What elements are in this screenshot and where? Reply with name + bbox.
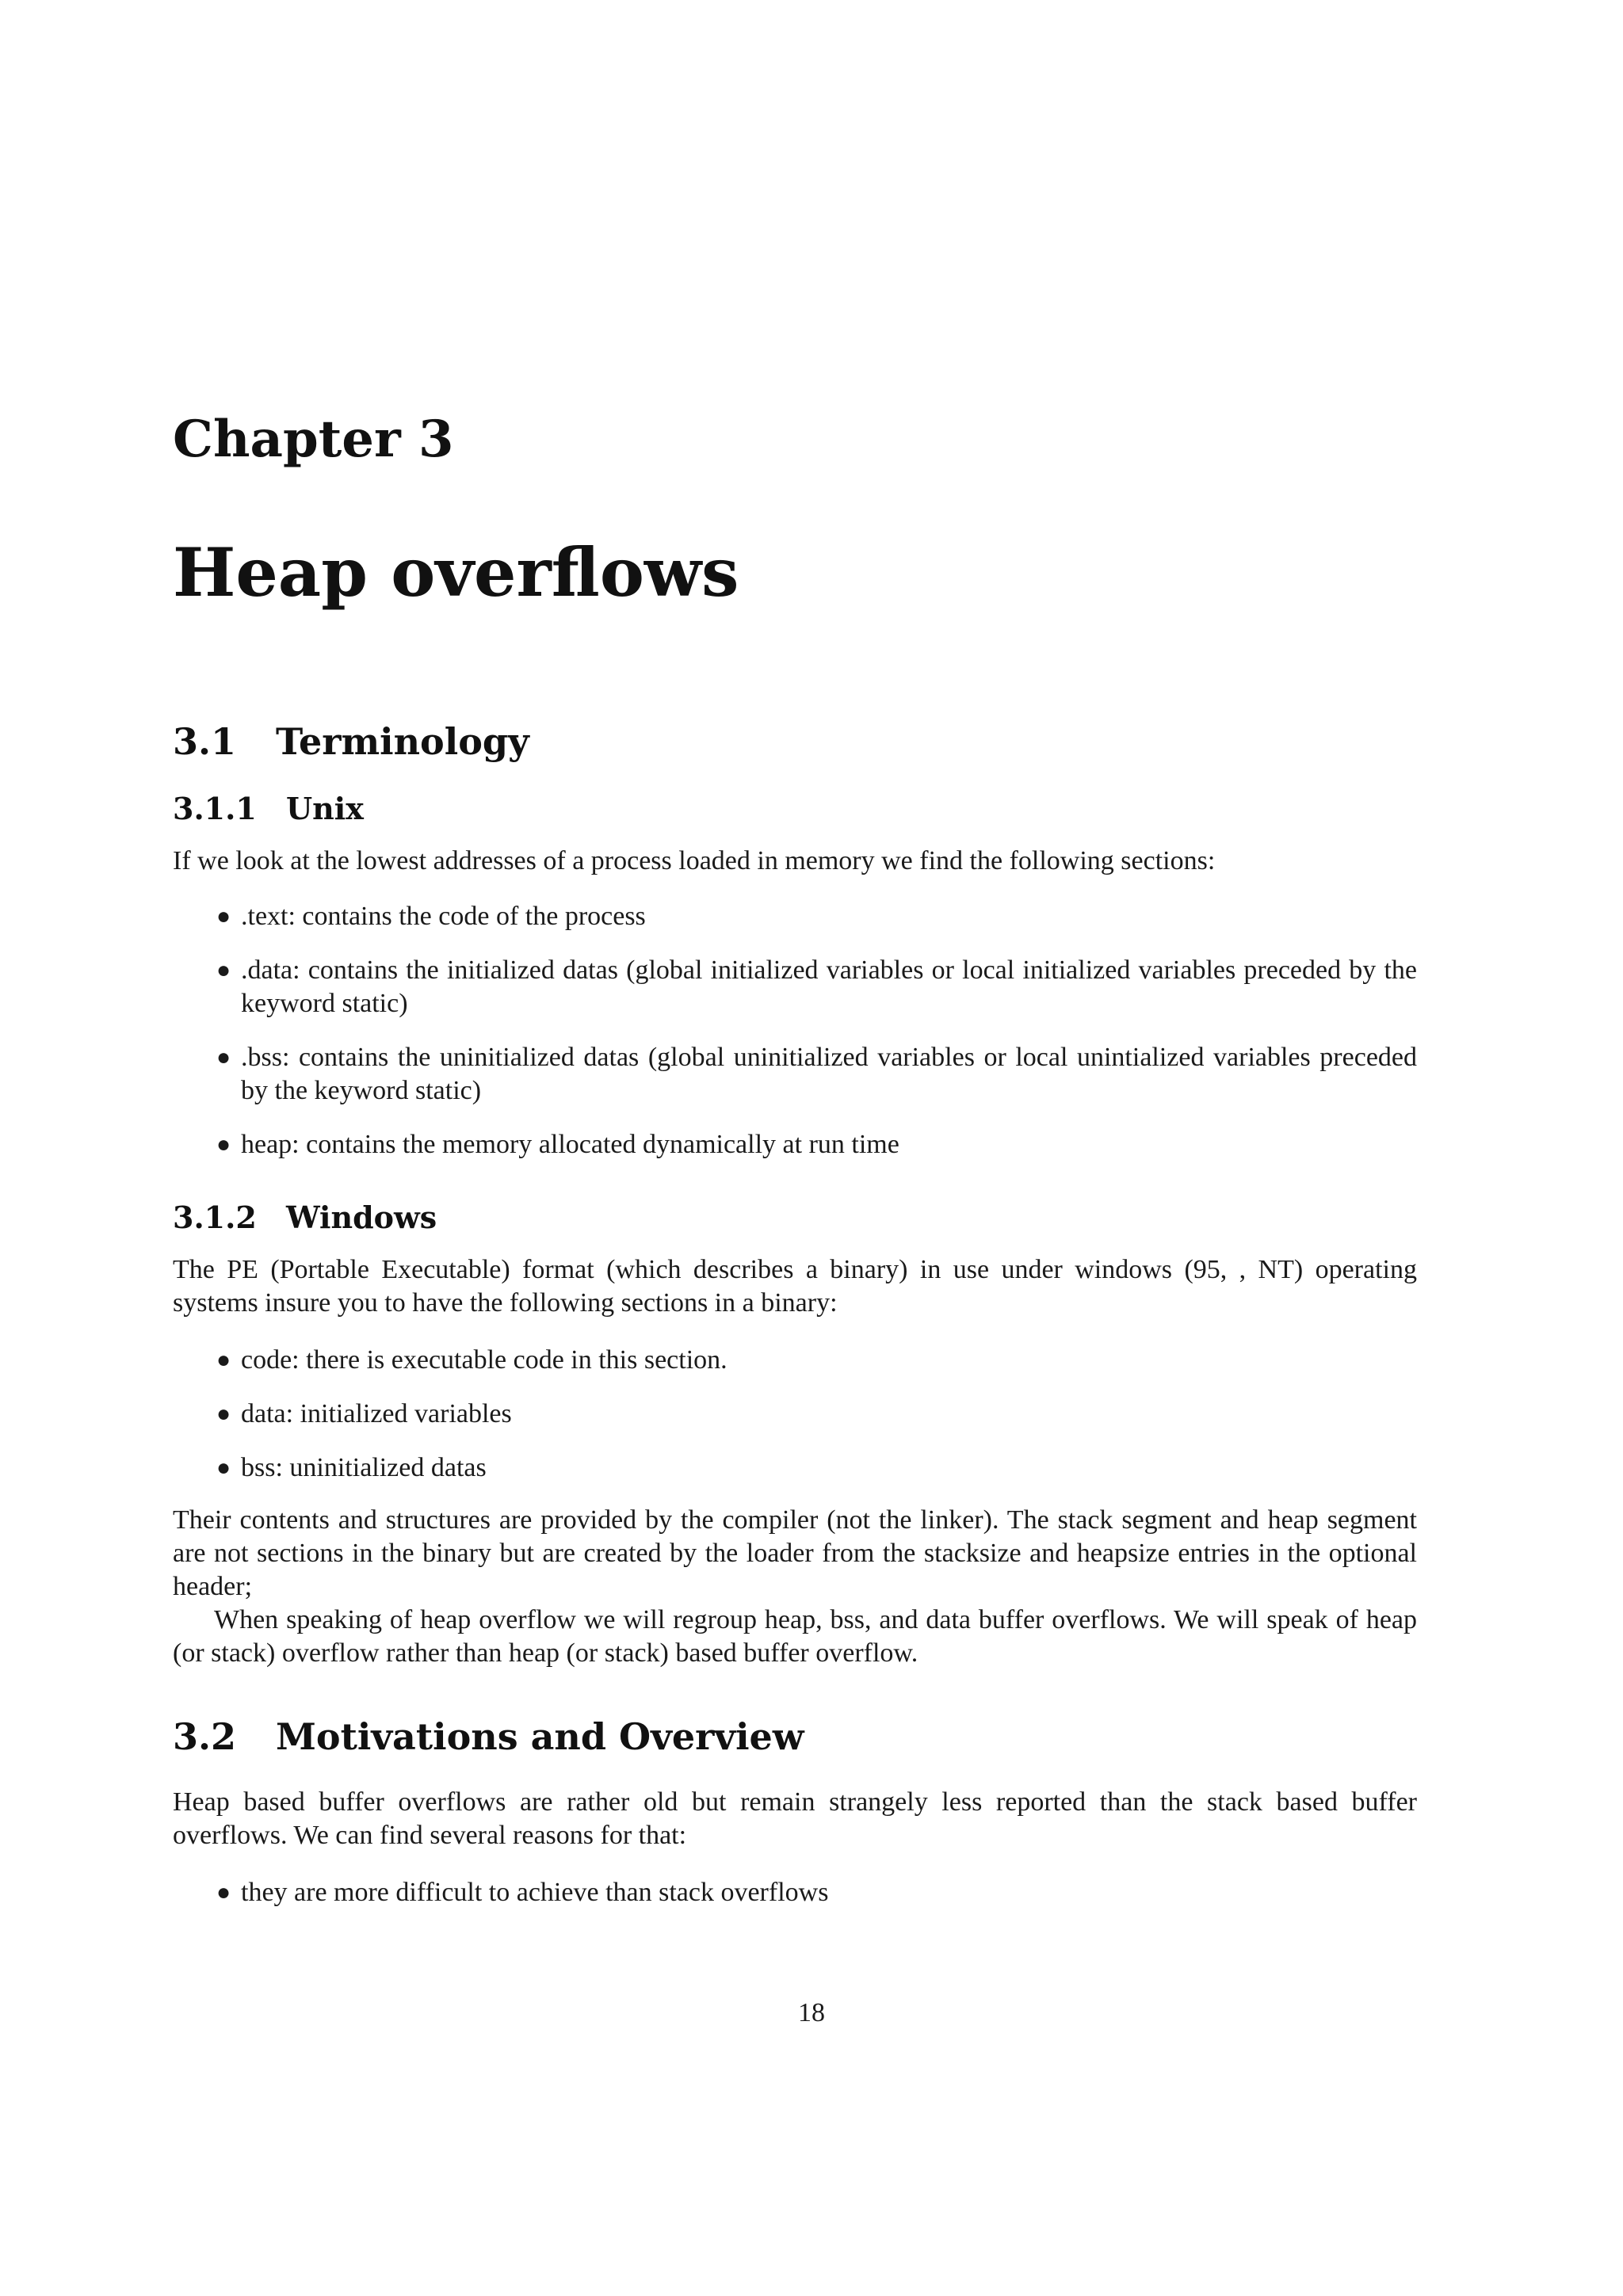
windows-paragraph-2: When speaking of heap overflow we will regroup heap, bss, and data buffer overflows. We will speak of heap (or stack) overflow rather than heap (or stack) based buffer overflow. (173, 1605, 1417, 1668)
motivations-intro-paragraph: Heap based buffer overflows are rather old but remain strangely less reported than the stack based buffer overflows. We can find several reasons for that: (173, 1787, 1417, 1850)
bullet-icon: ● (216, 1401, 231, 1427)
subsection-title: Unix (286, 791, 364, 826)
list-item (173, 1451, 1417, 1485)
bullet-icon: ● (216, 1044, 231, 1070)
list-item-text: they are more difficult to achieve than stack overflows (241, 1878, 829, 1907)
bullet-icon: ● (216, 957, 231, 983)
list-item-text: code: there is executable code in this section. (241, 1345, 727, 1375)
bullet-icon: ● (216, 903, 231, 929)
list-item (173, 1344, 1417, 1377)
list-item (173, 1128, 1417, 1161)
list-item (173, 1876, 1417, 1909)
list-item (173, 1398, 1417, 1431)
subsection-number: 3.1.1 (173, 791, 257, 826)
section-number: 3.2 (173, 1715, 237, 1758)
section-title: Motivations and Overview (276, 1715, 804, 1758)
windows-intro-paragraph: The PE (Portable Executable) format (which describes a binary) in use under windows (95, , NT) operating systems insure you to have the following sections in a binary: (173, 1255, 1417, 1318)
list-item (173, 954, 1417, 1020)
list-item-text: .text: contains the code of the process (241, 902, 646, 931)
bullet-icon: ● (216, 1347, 231, 1373)
section-heading-motivations (173, 1713, 804, 1760)
page-number: 18 (798, 1998, 825, 2027)
list-item-text: .bss: contains the uninitialized datas (global uninitialized variables or local unintialized variables preceded by the keyword static) (241, 1043, 1417, 1105)
section-title: Terminology (276, 720, 529, 763)
list-item (173, 1041, 1417, 1108)
section-heading-terminology (173, 718, 529, 765)
subsection-number: 3.1.2 (173, 1199, 257, 1235)
chapter-label: Chapter 3 (173, 410, 454, 469)
subsection-heading-windows (173, 1198, 437, 1238)
subsection-title: Windows (286, 1199, 437, 1235)
subsection-heading-unix (173, 789, 364, 829)
list-item-text: data: initialized variables (241, 1399, 512, 1428)
list-item-text: bss: uninitialized datas (241, 1453, 487, 1482)
bullet-icon: ● (216, 1455, 231, 1481)
bullet-icon: ● (216, 1879, 231, 1905)
list-item-text: .data: contains the initialized datas (global initialized variables or local initialized variables preceded by the keyword static) (241, 955, 1417, 1018)
windows-paragraph-1: Their contents and structures are provided by the compiler (not the linker). The stack segment and heap segment are not sections in the binary but are created by the loader from the stacksize and heapsize entries in the optional header; (173, 1505, 1417, 1601)
chapter-title: Heap overflows (173, 533, 739, 612)
bullet-icon: ● (216, 1131, 231, 1158)
list-item-text: heap: contains the memory allocated dynamically at run time (241, 1130, 899, 1159)
unix-intro-paragraph: If we look at the lowest addresses of a process loaded in memory we find the following sections: (173, 846, 1216, 875)
section-number: 3.1 (173, 720, 237, 763)
list-item (173, 900, 1417, 933)
